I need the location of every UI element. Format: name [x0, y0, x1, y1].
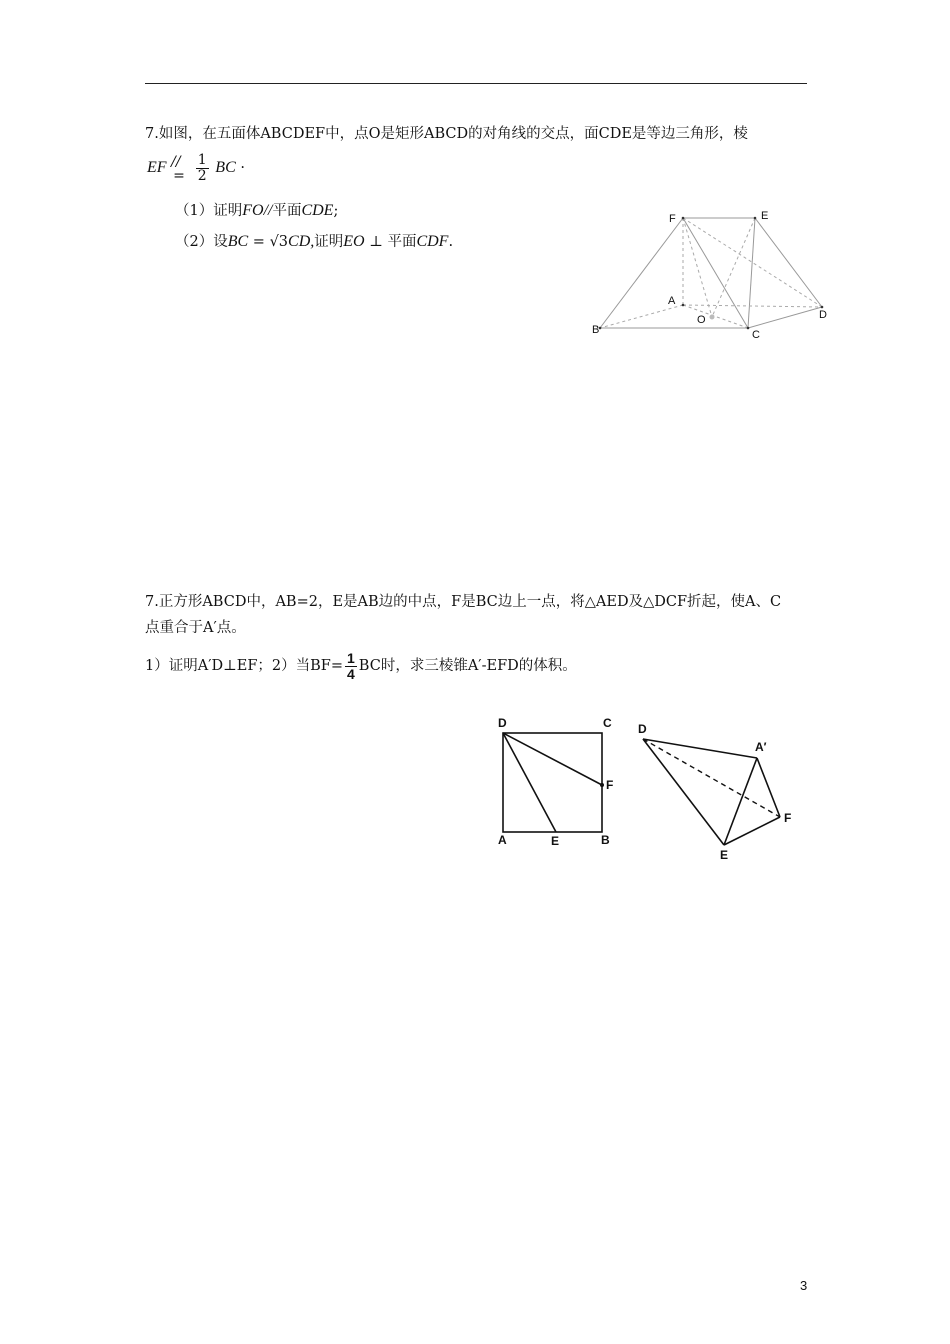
vertex-f — [682, 217, 685, 220]
label-o: O — [697, 314, 706, 326]
ef-symbol: EF — [147, 159, 167, 176]
folded-pyramid-figure — [630, 710, 805, 870]
label-a: A — [498, 833, 507, 847]
label-d: D — [819, 309, 827, 321]
label-a: A — [668, 295, 676, 307]
segment-fo-hidden — [683, 218, 712, 317]
label-e: E — [551, 834, 560, 848]
edge-ab-hidden — [600, 305, 683, 328]
problem2-questions: 1）证明A′D⊥EF；2）当BF= $\frac{1}{4}$ BC时，求三棱锥A′-EFD的体积。 — [145, 649, 577, 682]
problem2-statement: 7.正方形ABCD中，AB=2，E是AB边的中点，F是BC边上一点，将△AED及△DCF折起，使A、C — [145, 594, 782, 610]
label-e: E — [720, 848, 729, 862]
header-rule — [145, 83, 807, 84]
label-c: C — [603, 716, 612, 730]
point-o — [710, 315, 715, 320]
problem1-part2: （2）设BC = √3CD,证明EO ⊥ 平面CDF. — [175, 233, 454, 250]
bc-symbol: BC — [215, 159, 236, 176]
label-f: F — [669, 213, 676, 225]
label-e: E — [761, 210, 769, 222]
problem1-ef-relation: EF // = $\frac{1}{2}$ BC · — [147, 151, 245, 184]
edge-ad-hidden — [683, 305, 822, 307]
edge-af — [757, 758, 780, 817]
label-d: D — [498, 716, 507, 730]
edge-ec — [748, 218, 755, 328]
label-f: F — [606, 778, 614, 792]
label-d: D — [638, 722, 647, 736]
vertex-e — [754, 217, 757, 220]
segment-df — [503, 733, 602, 785]
problem1-part1: （1）证明FO//平面CDE; — [175, 202, 339, 219]
vertex-c — [747, 327, 750, 330]
label-f: F — [784, 811, 792, 825]
segment-eo-hidden — [712, 218, 755, 317]
edge-fb — [600, 218, 683, 328]
vertex-d — [821, 306, 824, 309]
parallel-equal-sign: // = — [171, 154, 185, 184]
problem1-statement: 7.如图，在五面体ABCDEF中，点O是矩形ABCD的对角线的交点，面CDE是等边三角形，棱 — [145, 126, 748, 142]
label-a-prime: A′ — [755, 740, 767, 754]
one-quarter-fraction: $\frac{1}{4}$ — [347, 649, 355, 682]
square-figure — [490, 710, 625, 855]
pentahedron-figure — [585, 205, 835, 345]
edge-fc — [683, 218, 748, 328]
point-f — [600, 783, 604, 787]
page-number: 3 — [800, 1278, 808, 1293]
edge-de — [643, 739, 724, 845]
edge-ae — [724, 758, 757, 845]
label-c: C — [752, 329, 760, 341]
segment-de — [503, 733, 556, 832]
square-abcd — [503, 733, 602, 832]
label-b: B — [601, 833, 610, 847]
edge-ed — [755, 218, 822, 307]
vertex-a — [682, 304, 685, 307]
problem2-statement-cont: 点重合于A′点。 — [145, 620, 246, 636]
one-half-fraction: $\frac{1}{2}$ — [197, 151, 207, 184]
edge-cd — [748, 307, 822, 328]
label-b: B — [592, 324, 600, 336]
